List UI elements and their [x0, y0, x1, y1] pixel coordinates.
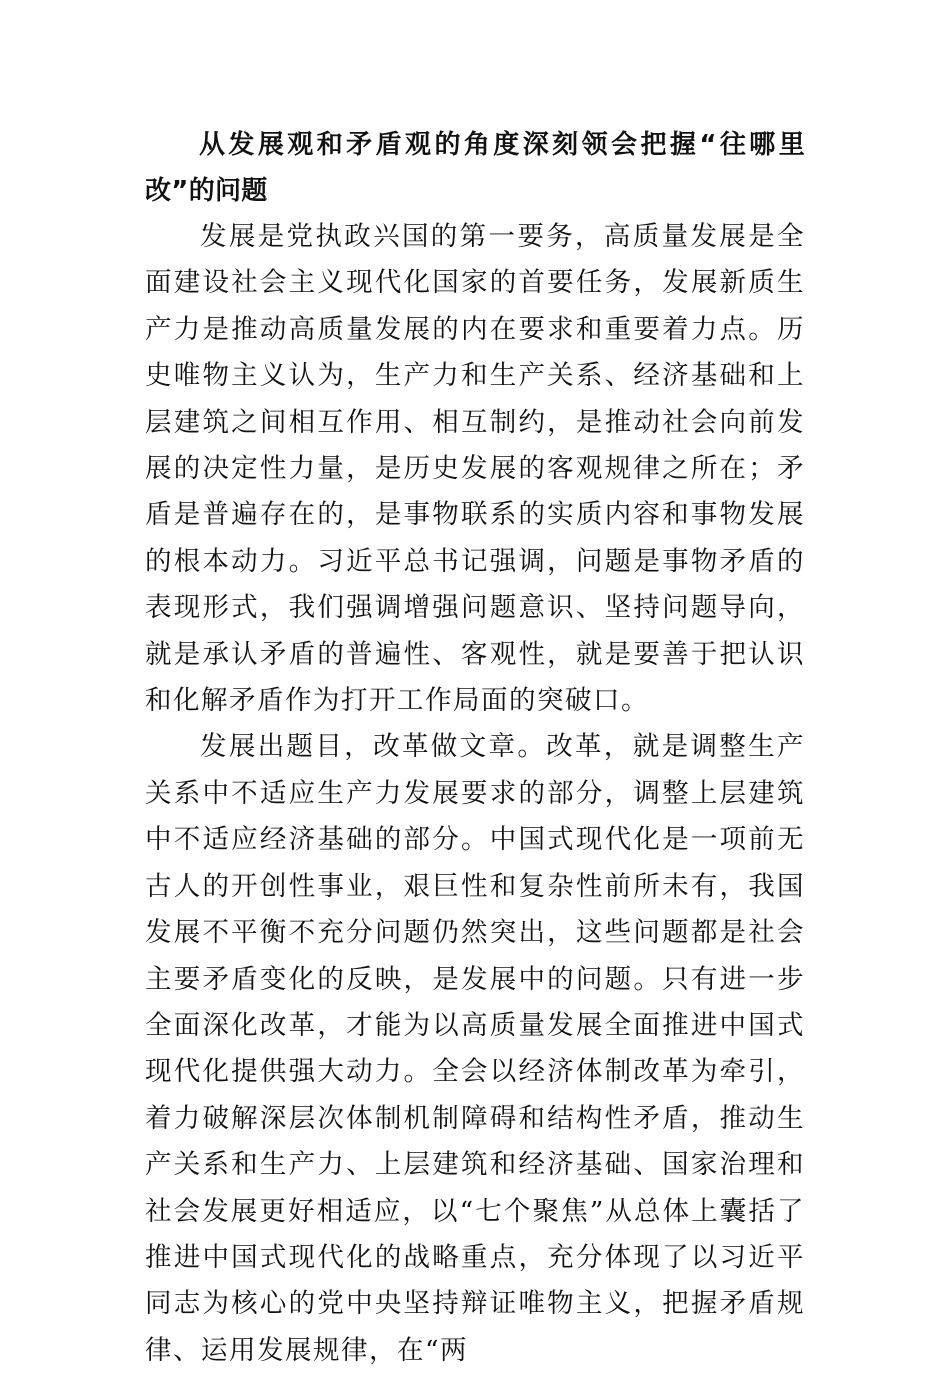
paragraph-1: 发展是党执政兴国的第一要务，高质量发展是全面建设社会主义现代化国家的首要任务，发展新质生产力是推动高质量发展的内在要求和重要着力点。历史唯物主义认为，生产力和生产关系、经济基础和上层建筑之间相互作用、相互制约，是推动社会向前发展的决定性力量，是历史发展的客观规律之所在；矛盾是普遍存在的，是事物联系的实质内容和事物发展的根本动力。习近平总书记强调，问题是事物矛盾的表现形式，我们强调增强问题意识、坚持问题导向，就是承认矛盾的普遍性、客观性，就是要善于把认识和化解矛盾作为打开工作局面的突破口。: [145, 221, 805, 717]
paragraph-2: 发展出题目，改革做文章。改革，就是调整生产关系中不适应生产力发展要求的部分，调整上层建筑中不适应经济基础的部分。中国式现代化是一项前无古人的开创性事业，艰巨性和复杂性前所未有，我国发展不平衡不充分问题仍然突出，这些问题都是社会主要矛盾变化的反映，是发展中的问题。只有进一步全面深化改革，才能为以高质量发展全面推进中国式现代化提供强大动力。全会以经济体制改革为牵引，着力破解深层次体制机制障碍和结构性矛盾，推动生产关系和生产力、上层建筑和经济基础、国家治理和社会发展更好相适应，以“七个聚焦”从总体上囊括了推进中国式现代化的战略重点，充分体现了以习近平同志为核心的党中央坚持辩证唯物主义，把握矛盾规律、运用发展规律，在“两: [145, 731, 805, 1366]
document-title: 从发展观和矛盾观的角度深刻领会把握“往哪里改”的问题: [145, 130, 805, 206]
document-body: [145, 122, 805, 1374]
